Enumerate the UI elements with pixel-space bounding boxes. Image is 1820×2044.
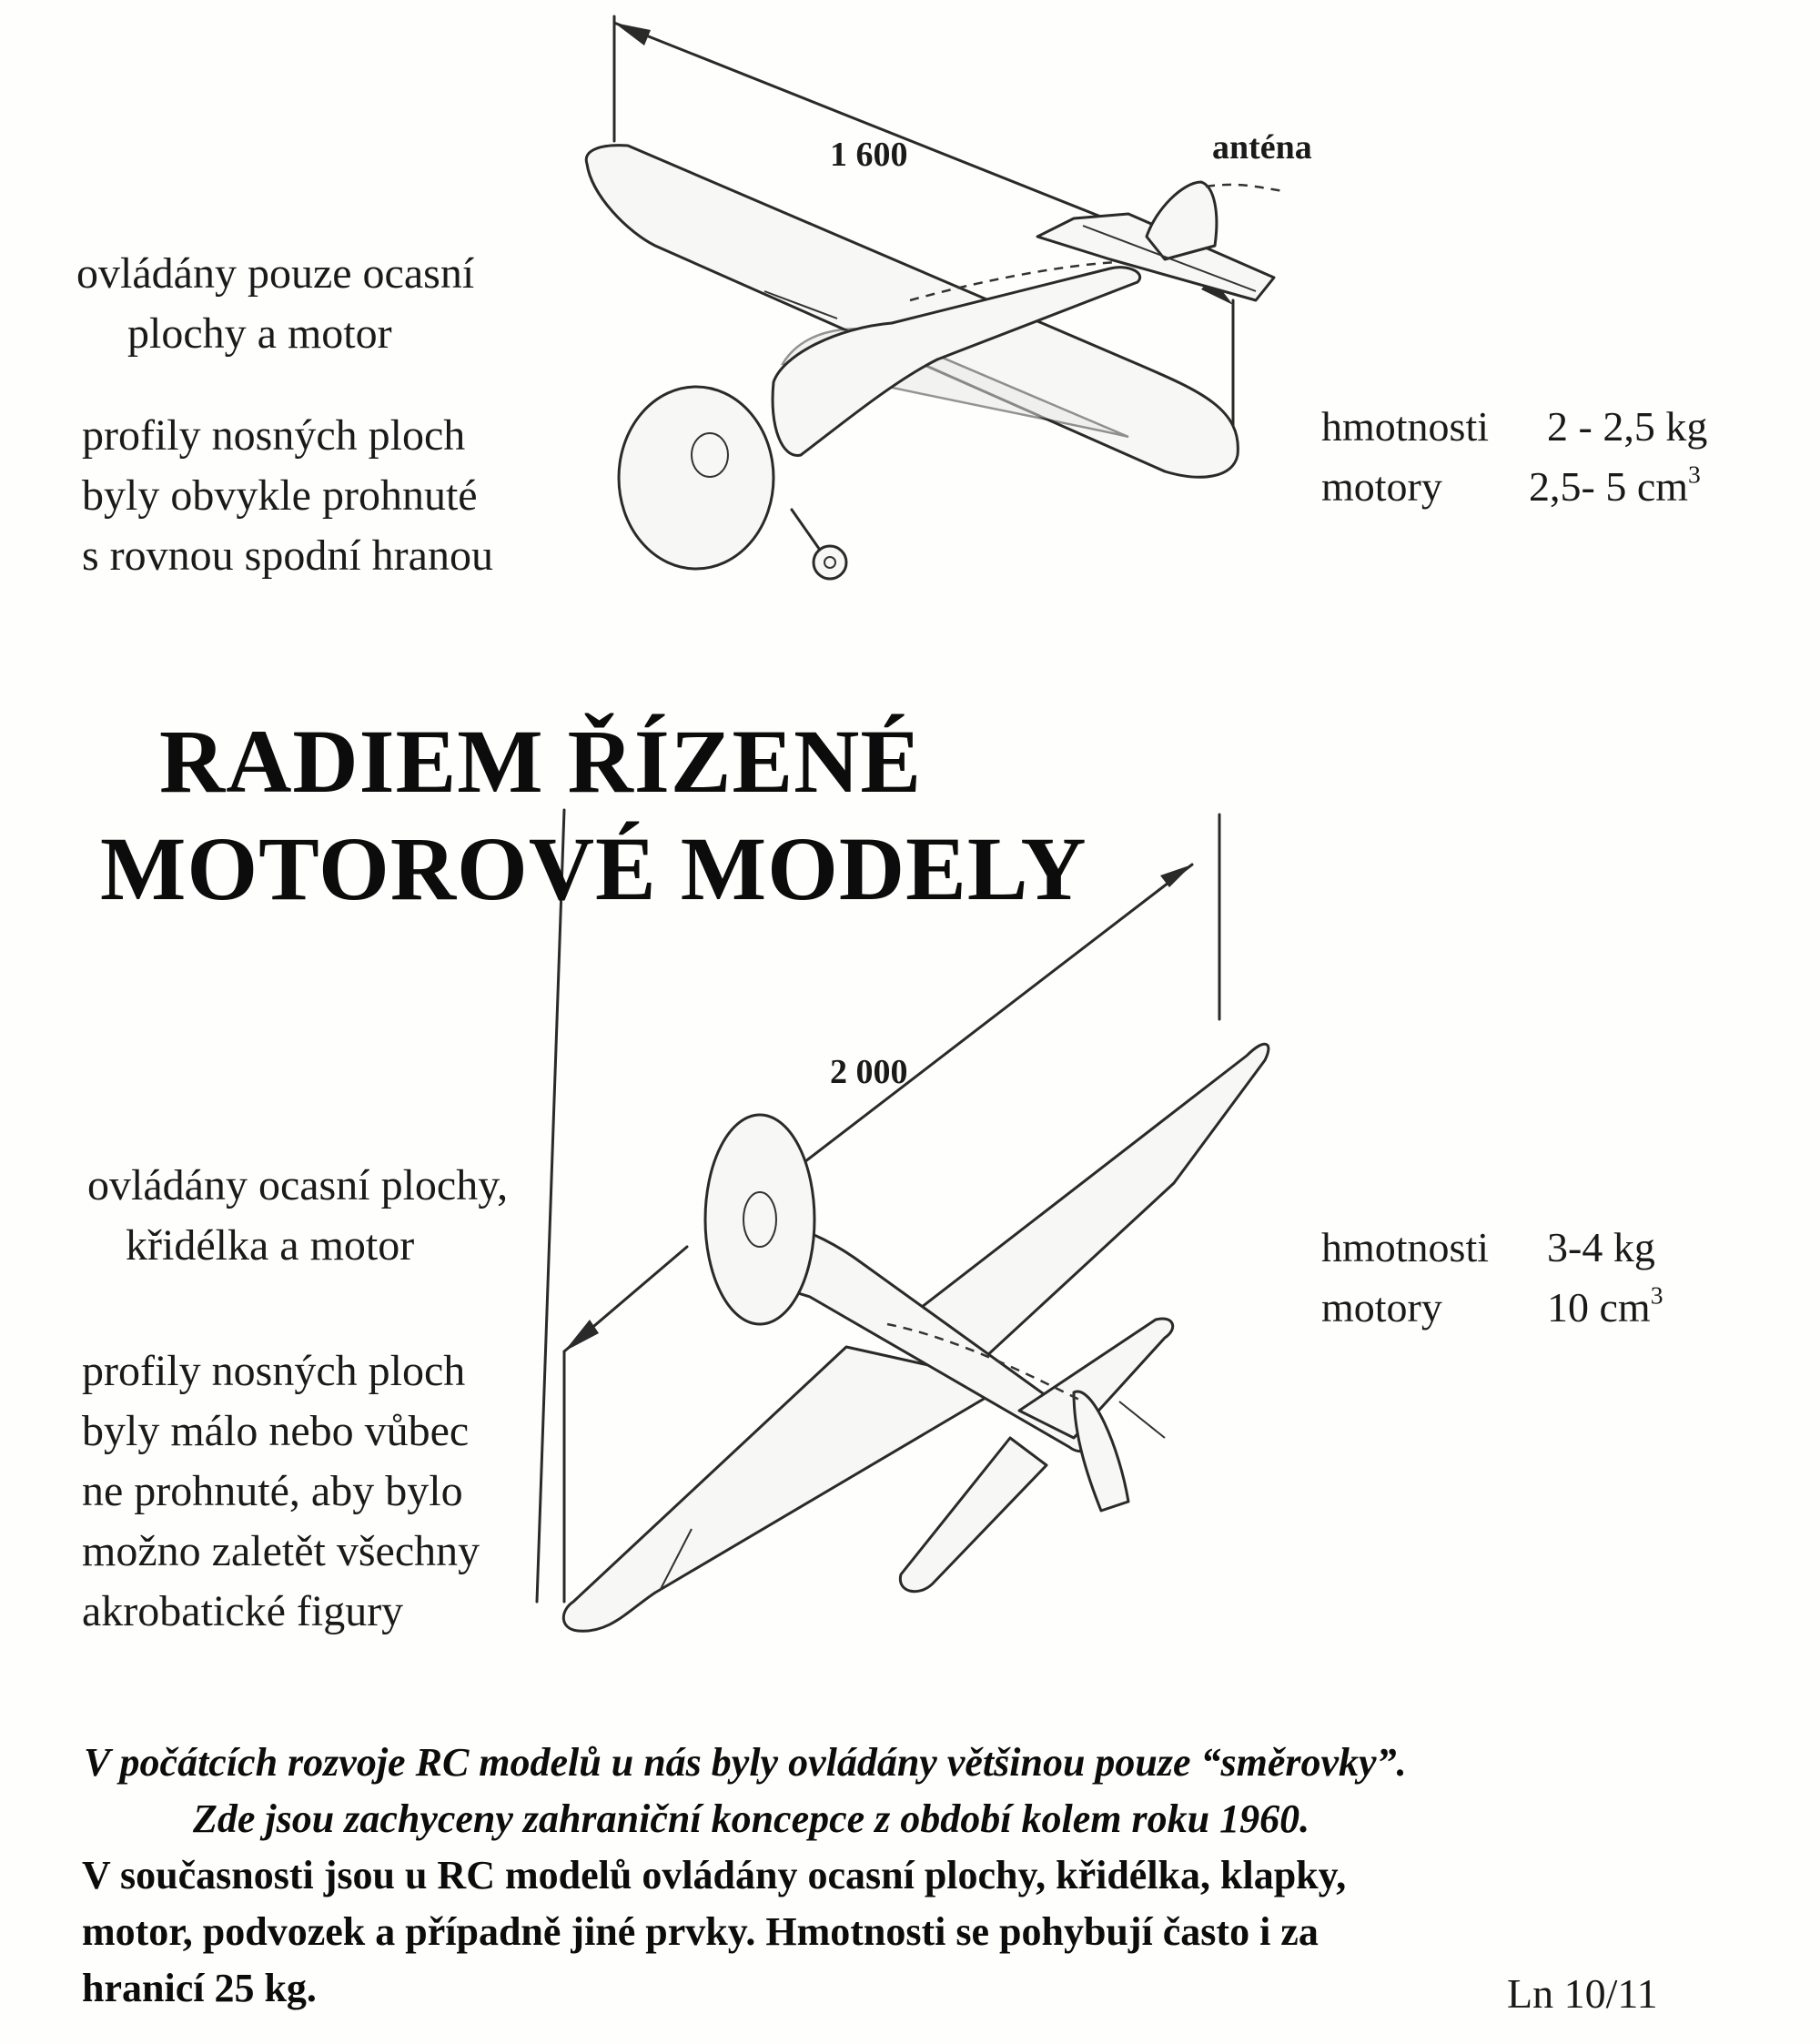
model2-controls-line-1: ovládány ocasní plochy, — [87, 1161, 509, 1209]
source-reference: Ln 10/11 — [1507, 1970, 1658, 2017]
model1-engine-label: motory — [1321, 463, 1442, 510]
model2-controls-line-2: křidélka a motor — [126, 1221, 415, 1270]
title-line-2: MOTOROVÉ MODELY — [100, 818, 1087, 919]
span-dimension-1600: 1 600 — [830, 136, 908, 174]
model2-profiles-line-2: byly málo nebo vůbec — [82, 1407, 470, 1455]
caption-line-2: Zde jsou zachyceny zahraniční koncepce z období kolem roku 1960. — [193, 1796, 1310, 1841]
model2-profiles-line-5: akrobatické figury — [82, 1587, 404, 1635]
caption-line-1: V počátcích rozvoje RC modelů u nás byly ovládány většinou pouze “směrovky”. — [84, 1740, 1407, 1785]
antenna-label: anténa — [1212, 128, 1312, 167]
model1-controls-line-1: ovládány pouze ocasní — [76, 249, 475, 298]
rc-model-low-wing-illustration — [537, 810, 1320, 1702]
model1-engine-value: 2,5- 5 $cm^3$ — [1529, 460, 1701, 510]
model2-profiles-line-3: ne prohnuté, aby bylo — [82, 1467, 463, 1515]
model1-profiles-line-3: s rovnou spodní hranou — [82, 531, 493, 580]
model2-engine-value: 10 $cm^3$ — [1547, 1280, 1663, 1331]
model1-mass-label: hmotnosti — [1321, 403, 1490, 450]
model2-profiles-line-1: profily nosných ploch — [82, 1347, 466, 1395]
model2-mass-value: 3-4 kg — [1547, 1224, 1655, 1270]
rc-model-high-wing-illustration — [564, 0, 1383, 619]
model2-engine-label: motory — [1321, 1284, 1442, 1331]
caption-line-3: V současnosti jsou u RC modelů ovládány ocasní plochy, křidélka, klapky, — [82, 1853, 1347, 1897]
caption-line-5: hranicí 25 kg. — [82, 1966, 317, 2010]
model2-profiles-line-4: možno zaletět všechny — [82, 1527, 480, 1575]
model1-controls-line-2: plochy a motor — [127, 309, 392, 358]
model1-profiles-line-2: byly obvykle prohnuté — [82, 471, 478, 520]
model1-mass-value: 2 - 2,5 kg — [1547, 403, 1708, 450]
caption-line-4: motor, podvozek a případně jiné prvky. Hmotnosti se pohybují často i za — [82, 1909, 1319, 1954]
model1-profiles-line-1: profily nosných ploch — [82, 411, 466, 460]
model2-mass-label: hmotnosti — [1321, 1224, 1490, 1270]
span-dimension-2000: 2 000 — [830, 1053, 908, 1091]
title-line-1: RADIEM ŘÍZENÉ — [159, 711, 923, 812]
